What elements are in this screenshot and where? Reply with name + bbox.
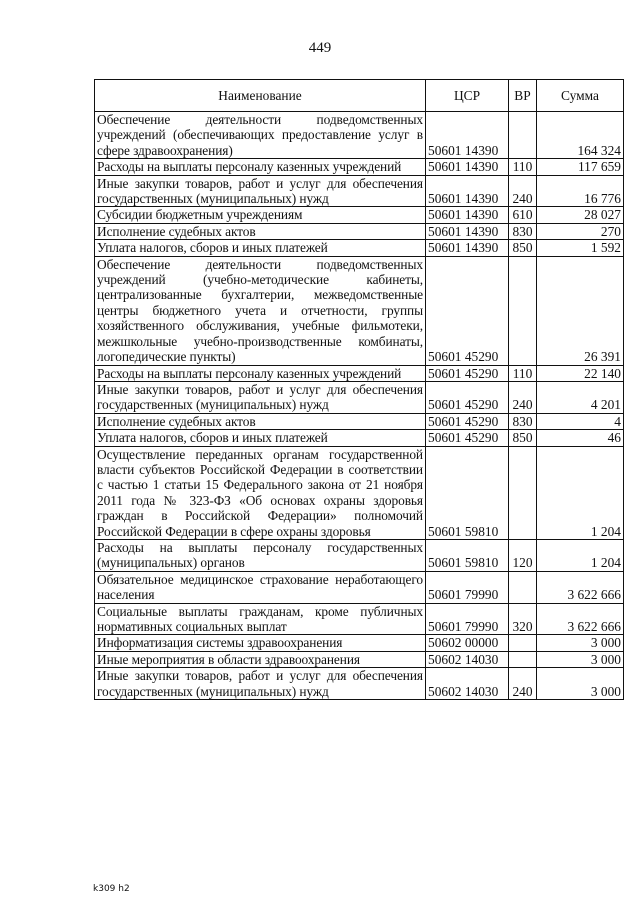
row-name: Уплата налогов, сборов и иных платежей	[95, 430, 426, 446]
row-vr	[509, 571, 537, 603]
row-sum: 117 659	[537, 159, 624, 175]
row-name: Расходы на выплаты персоналу казенных учреждений	[95, 159, 426, 175]
page-number: 449	[308, 40, 332, 56]
row-sum: 4 201	[537, 381, 624, 413]
row-csr: 50601 59810	[426, 446, 509, 539]
row-vr: 320	[509, 603, 537, 635]
row-csr: 50601 45290	[426, 413, 509, 429]
row-csr: 50601 14390	[426, 240, 509, 256]
row-name: Расходы на выплаты персоналу казенных учреждений	[95, 365, 426, 381]
row-vr: 610	[509, 207, 537, 223]
header-name: Наименование	[95, 80, 426, 112]
row-sum: 3 000	[537, 668, 624, 700]
header-csr: ЦСР	[426, 80, 509, 112]
row-sum: 3 000	[537, 635, 624, 651]
table-row	[95, 635, 624, 651]
row-sum: 16 776	[537, 175, 624, 207]
row-vr: 850	[509, 240, 537, 256]
row-name: Исполнение судебных актов	[95, 413, 426, 429]
row-csr: 50602 00000	[426, 635, 509, 651]
row-csr: 50601 59810	[426, 539, 509, 571]
row-name: Осуществление переданных органам государственной власти субъектов Российской Федерации в соответствии с частью 1 статьи 15 Федерального закона от 21 ноября 2011 года № 323-ФЗ «Об основах охраны здоровья граждан в Российской Федерации» полномочий Российской Федерации в сфере охраны здоровья	[95, 446, 426, 539]
row-name: Обеспечение деятельности подведомственных учреждений (учебно-методические кабинеты, централизованные бухгалтерии, межведомственные центры бюджетного учета и отчетности, группы хозяйственного обслуживания, учебные фильмотеки, межшкольные учебно-производственные комбинаты, логопедические пункты)	[95, 256, 426, 365]
row-sum: 270	[537, 223, 624, 239]
table-row	[95, 256, 624, 365]
row-name: Обеспечение деятельности подведомственных учреждений (обеспечивающих предоставление услуг в сфере здравоохранения)	[95, 112, 426, 159]
row-vr: 830	[509, 413, 537, 429]
row-sum: 1 204	[537, 446, 624, 539]
row-name: Иные мероприятия в области здравоохранения	[95, 651, 426, 667]
table-row	[95, 159, 624, 175]
row-sum: 46	[537, 430, 624, 446]
row-csr: 50601 45290	[426, 430, 509, 446]
table-row	[95, 381, 624, 413]
table-row	[95, 603, 624, 635]
row-vr	[509, 635, 537, 651]
table-header-row	[95, 80, 624, 112]
row-sum: 3 000	[537, 651, 624, 667]
row-vr	[509, 446, 537, 539]
row-csr: 50602 14030	[426, 651, 509, 667]
row-name: Информатизация системы здравоохранения	[95, 635, 426, 651]
row-name: Субсидии бюджетным учреждениям	[95, 207, 426, 223]
row-vr: 240	[509, 381, 537, 413]
table-row	[95, 365, 624, 381]
row-name: Исполнение судебных актов	[95, 223, 426, 239]
row-vr: 110	[509, 365, 537, 381]
table-row	[95, 668, 624, 700]
row-sum: 28 027	[537, 207, 624, 223]
row-vr	[509, 651, 537, 667]
row-vr	[509, 112, 537, 159]
row-csr: 50601 79990	[426, 603, 509, 635]
row-csr: 50601 45290	[426, 381, 509, 413]
table-row	[95, 446, 624, 539]
row-vr: 110	[509, 159, 537, 175]
row-csr: 50601 14390	[426, 207, 509, 223]
row-csr: 50601 14390	[426, 223, 509, 239]
row-vr: 240	[509, 175, 537, 207]
row-sum: 164 324	[537, 112, 624, 159]
table-row	[95, 207, 624, 223]
row-name: Обязательное медицинское страхование неработающего населения	[95, 571, 426, 603]
row-vr: 240	[509, 668, 537, 700]
header-sum: Сумма	[537, 80, 624, 112]
row-csr: 50601 14390	[426, 175, 509, 207]
table-row	[95, 175, 624, 207]
table-row	[95, 112, 624, 159]
row-name: Иные закупки товаров, работ и услуг для обеспечения государственных (муниципальных) нужд	[95, 175, 426, 207]
row-csr: 50602 14030	[426, 668, 509, 700]
row-sum: 26 391	[537, 256, 624, 365]
table-row	[95, 430, 624, 446]
row-name: Уплата налогов, сборов и иных платежей	[95, 240, 426, 256]
table-row	[95, 223, 624, 239]
row-vr: 830	[509, 223, 537, 239]
row-vr: 850	[509, 430, 537, 446]
footer-code: k309 h2	[93, 884, 130, 894]
row-name: Иные закупки товаров, работ и услуг для обеспечения государственных (муниципальных) нужд	[95, 381, 426, 413]
row-sum: 1 592	[537, 240, 624, 256]
table-row	[95, 571, 624, 603]
table-row	[95, 413, 624, 429]
row-csr: 50601 45290	[426, 365, 509, 381]
row-sum: 22 140	[537, 365, 624, 381]
row-csr: 50601 14390	[426, 112, 509, 159]
row-name: Иные закупки товаров, работ и услуг для обеспечения государственных (муниципальных) нужд	[95, 668, 426, 700]
row-sum: 4	[537, 413, 624, 429]
budget-table	[94, 79, 624, 700]
row-name: Социальные выплаты гражданам, кроме публичных нормативных социальных выплат	[95, 603, 426, 635]
table-row	[95, 539, 624, 571]
row-vr	[509, 256, 537, 365]
row-csr: 50601 14390	[426, 159, 509, 175]
table-row	[95, 651, 624, 667]
row-vr: 120	[509, 539, 537, 571]
table-row	[95, 240, 624, 256]
row-sum: 1 204	[537, 539, 624, 571]
row-sum: 3 622 666	[537, 603, 624, 635]
row-sum: 3 622 666	[537, 571, 624, 603]
row-csr: 50601 45290	[426, 256, 509, 365]
row-name: Расходы на выплаты персоналу государственных (муниципальных) органов	[95, 539, 426, 571]
header-vr: ВР	[509, 80, 537, 112]
row-csr: 50601 79990	[426, 571, 509, 603]
